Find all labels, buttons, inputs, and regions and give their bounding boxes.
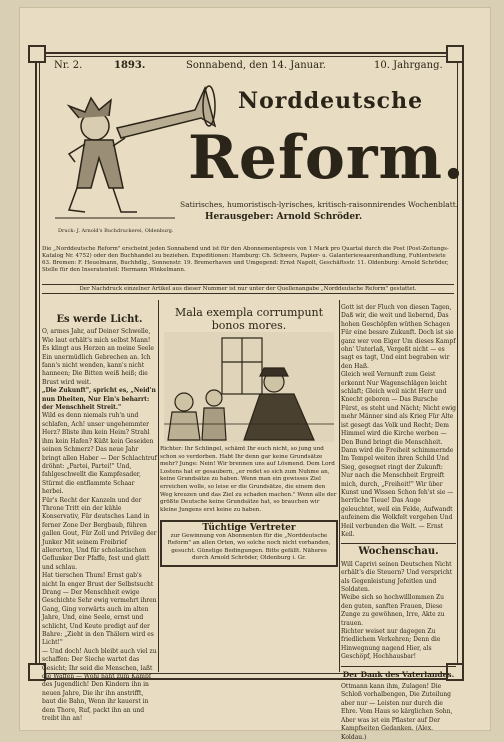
column-divider xyxy=(158,300,159,672)
editor: Herausgeber: Arnold Schröder. xyxy=(205,212,363,222)
title-line-2: Reform. xyxy=(188,123,465,193)
poem-stanza: Hat tierschen Thum! Ernst gab's nicht In enger Brust der Selbstsucht Drang — Der Menschheit ewige Geschichte Sehr ewig vermehrt ihren Gang, Ging vorwärts auch im alten Jahre, Und, eine Seele, ernst und schlicht, Und Keute predigt auf der Bahre: „Zieht in den Thälern wird es Licht!" xyxy=(42,572,157,647)
issue-date: Sonnabend, den 14. Januar. xyxy=(186,60,326,71)
poem-stanza: Für's Recht der Kanzeln und der Throne Tritt ein der kühle Konservativ, Für deutsches Land in ferner Zone Der Bergbaub, führen gallen Gout, Für Zoll und Privileg der Junker Mit seinem Freibrief allerorten, Und für scholastischen Geflunker Der Pfaffe, fest und glatt und schlau. xyxy=(42,496,157,571)
divider xyxy=(341,543,456,544)
courtroom-illustration xyxy=(164,332,334,442)
corner-ornament xyxy=(28,45,46,63)
poem-stanza: Gleich weil Vernunft zum Geist erkennt Nur Wagenschlägen leicht schlaft; Gleich weil nicht Herr und Knecht geboren — Das Bursche Fürst, es steht und Nächt; Nicht ewig mehr Männer sind als Krieg Für Alte ist gesegt das Volk und Recht; Dem Himmel wird die Kirche werben — Den Bund bringt die Menschheit. xyxy=(341,371,456,446)
subscription-info: Die „Norddeutsche Reform" erscheint jeden Sonnabend und ist für den Abonnementspreis von 1 Mark pro Quartal durch die Post (Post-Zeitungs-Katalog Nr. 4752) oder den Buchhandel zu beziehen. Expeditionen: Hamburg: Ch. Schwers, Papier- u. Galanteriewaarenhandlung, Fuhlentwiete 63. Bremen: F. Heuelmann, Buchhdlg., Sonnenstr. 19. Bremerhaven und Umgegend: Ernst Napolt, Geschäftsstr. 11. Oldenburg: Arnold Schröder, Stelle für den Inseratenteil: Hermann Winkelmann. xyxy=(42,246,449,273)
advert-title: Tüchtige Vertreter xyxy=(202,523,296,534)
poem-stanza: O, armes Jahr, auf Deiner Schwelle, Wie laut erhält's mich selbst Mann! Es klingt aus Herzen an meine Seele Ein unermüdlich Gebrechen an. Ich fann's nicht wenden, kann's nicht hanneen; Die Bitten weiß heiß; die Brust wird weit. xyxy=(42,328,154,386)
imprint: Druck: J. Arnold's Buchdruckerei, Oldenburg. xyxy=(58,228,174,234)
poem-stanza: — Und doch! Auch bleibt auch viel zu schaffen: Der Sieche wartet das Gesicht; Ihr seid die Menschen, laßt die Waffen — Wohl näht zum Kampf des Jugendlich! Den Kindern ihn in neuen Jahre, Die ihr ihn anstrifft, baut die Bahn, Wenn ihr kauerst in dem Thore, Ruf, packt ihn an und treibt ihn an! xyxy=(42,647,157,723)
column-divider xyxy=(339,300,340,672)
section-paragraph: Ottmann kann ihm, Zulagen! Die Schloß vorhalbengen, Die Zuteilung aber nur — Leisten nur durch die Ehre. Vom Haus so kärglichen Sohn, Aber was ist ein Pflaster auf Der Kampfseiten Gedanken. (Alex. Koldau.) xyxy=(341,683,453,741)
masthead-top-line xyxy=(50,60,450,74)
section-paragraph: Richter weiset nur dagegen Zu friedlichem Verkehren; Denn die Hinwegnung nagend Hier, als Geschöpf, Hochhausbar! xyxy=(341,628,441,661)
section-title: Der Dank des Vaterlandes. xyxy=(342,669,455,679)
poem-stanza: Dann wird die Freiheit schimmernde Im Tempel weiten ihren Schild Und Sieg, gesegnet ringt der Zukunft: Nur nach die Menschheit Ergreift mich, durch, „Freiheit!" Wir über Kunst und Wissen Schon feh'st sie — herrliche Tieue! Das Auge geleuchtet, weil ein Felde, Aufwandt aufeinem die Wolkfelt vergehen Und Heil verbunden die Welt. — Ernst Keil. xyxy=(341,446,454,538)
poem-stanza: „Die Zukunft", spricht es, „Neid'n nun Dheiten, Nur Ein's beharrt: der Menschheit Streit." xyxy=(42,387,156,412)
volume: 10. Jahrgang. xyxy=(374,60,443,71)
column-right xyxy=(341,304,456,741)
cartoon-caption: Richter: Ihr Schlingel, schämt Ihr euch nicht, so jung und schon so verdorben. Habt Ihr denn gar keine Grundsätze mehr? Junge: Nein! Wir brennen uns auf Lösmend. Dem Lord Lostens hat er gesaubern, „er redet so sich zum Nuhme an, keine Grundsätze zu haben. Wenn man ein gewisses Ziel erreichen wolle, so leise er die Grundsätze, die einem den Weg kreuzen und das Ziel zu schaden machen." Wenn alle der größte Deutsche keine Grundsätze hat, so brauchen wir kleine Jungens erst keine zu haben. xyxy=(160,446,337,513)
issue-year: 1893. xyxy=(114,60,146,71)
title-line-1: Norddeutsche xyxy=(238,88,424,114)
section-paragraph: Weibe sich so hochwilllommen Zu den guten, sanften Frauen, Diese Zunge zu gewöhnen, Irre, Akte zu trauen. xyxy=(341,594,445,627)
poem-stanza: Wild es denn niemals ruh'n und schlafen, Ach! unser ungehemmter Herz? Bliste ihm kein Heim? Strahl ihm kein Hafen? Küßt kein Geseiden seinen Schmerz? Das neue Jahr bringt allen Haber — Der Schlachtruf dröhnt: „Partei, Partei!" Und, fahlgeschwellt die Kampfesader, Stürmt die entflammte Schaar herbei. xyxy=(42,412,157,496)
column-cartoon xyxy=(160,306,338,678)
divider xyxy=(341,666,456,667)
column-poem-licht xyxy=(42,314,157,723)
advert-box xyxy=(160,520,338,567)
reprint-notice: Der Nachdruck einzelner Artikel aus dieser Nummer ist nur unter der Quellenangabe „Norddeutsche Reform" gestattet. xyxy=(42,284,454,294)
section-paragraph: Will Caprivi seinen Deutschen Nicht erhält's die Steuern? Und verspricht als Gegenleistung Jefeitlen und Soldaten. xyxy=(341,560,453,593)
section-title: Wochenschau. xyxy=(358,546,439,558)
issue-number: Nr. 2. xyxy=(54,60,83,71)
subtitle: Satirisches, humoristisch-lyrisches, kritisch-raisonnirendes Wochenblatt. xyxy=(180,200,459,209)
poem-title: Es werde Licht. xyxy=(56,314,143,325)
advert-text: zur Gewinnung von Abonnenten für die „Norddeutsche Reform" an allen Orten, wo solche noch nicht vorhanden, gesucht. Günstige Bedingungen. Bitte gefällt. Näheres durch Arnold Schröder, Oldenburg i. Gr. xyxy=(167,532,331,561)
poem-stanza: Gott ist der Fluch von diesen Tagen, Daß wir, die weit und liebernd, Das hohen Geschöpfen wüthen Schagen Für eine bessre Zukunft. Doch ist sie ganz wer von Eiger Um dieses Kampf ohn' Unterlaß, Vergeßt nicht — es sagt es tagt, Und eint begraben wir den Haß. xyxy=(341,304,456,370)
cartoon-title: Mala exempla corrumpunt bonos mores. xyxy=(174,306,324,332)
